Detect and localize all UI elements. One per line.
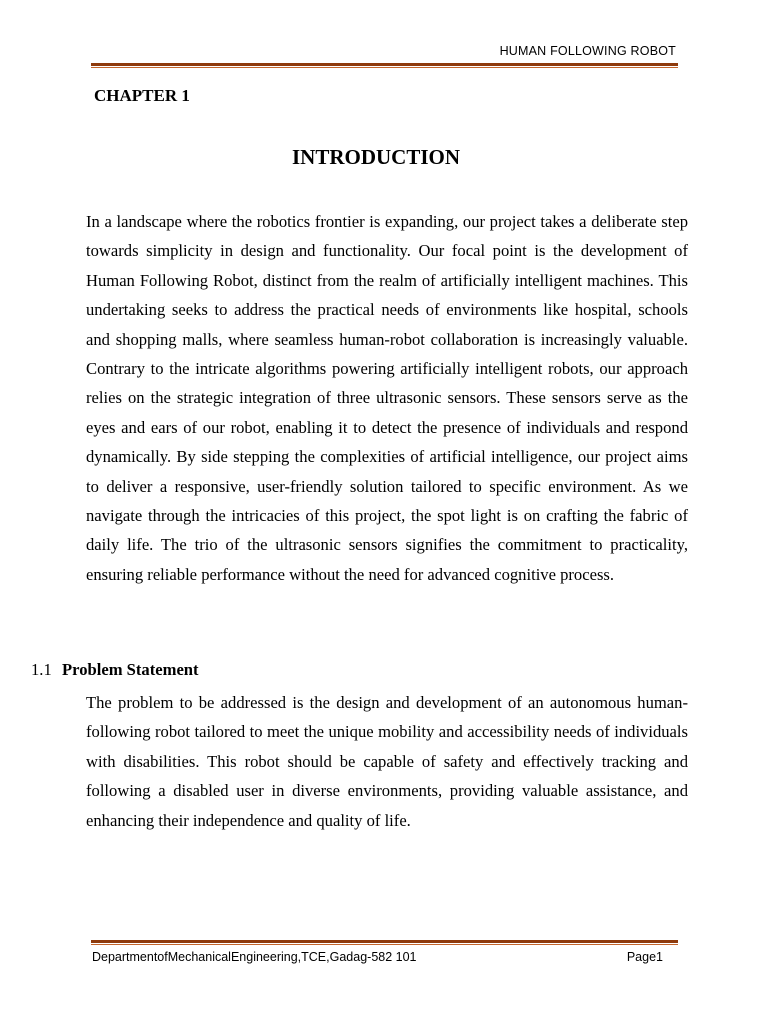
chapter-title: INTRODUCTION	[291, 145, 461, 169]
footer-department: DepartmentofMechanicalEngineering,TCE,Gadag-582 101	[92, 950, 417, 964]
footer-rule	[91, 940, 678, 945]
section-title: Problem Statement	[62, 660, 199, 679]
header-rule	[91, 63, 678, 68]
section-number: 1.1	[31, 660, 52, 679]
section-heading	[31, 660, 199, 680]
running-header: HUMAN FOLLOWING ROBOT	[499, 44, 676, 58]
problem-statement-paragraph: The problem to be addressed is the design and development of an autonomous human-following robot tailored to meet the unique mobility and accessibility needs of individuals with disabilities. This robot should be capable of safety and effectively tracking and following a disabled user in diverse environments, providing valuable assistance, and enhancing their independence and quality of life.	[86, 693, 688, 830]
footer-page-number: Page1	[626, 950, 663, 964]
chapter-label: CHAPTER 1	[94, 86, 190, 105]
intro-paragraph: In a landscape where the robotics frontier is expanding, our project takes a deliberate step towards simplicity in design and functionality. Our focal point is the development of Human Following Robot, distinct from the realm of artificially intelligent machines. This undertaking seeks to address the practical needs of environments like hospital, schools and shopping malls, where seamless human-robot collaboration is increasingly valuable. Contrary to the intricate algorithms powering artificially intelligent robots, our approach relies on the strategic integration of three ultrasonic sensors. These sensors serve as the eyes and ears of our robot, enabling it to detect the presence of individuals and respond dynamically. By side stepping the complexities of artificial intelligence, our project aims to deliver a responsive, user-friendly solution tailored to specific environment. As we navigate through the intricacies of this project, the spot light is on crafting the fabric of daily life. The trio of the ultrasonic sensors signifies the commitment to practicality, ensuring reliable performance without the need for advanced cognitive process.	[86, 212, 688, 584]
